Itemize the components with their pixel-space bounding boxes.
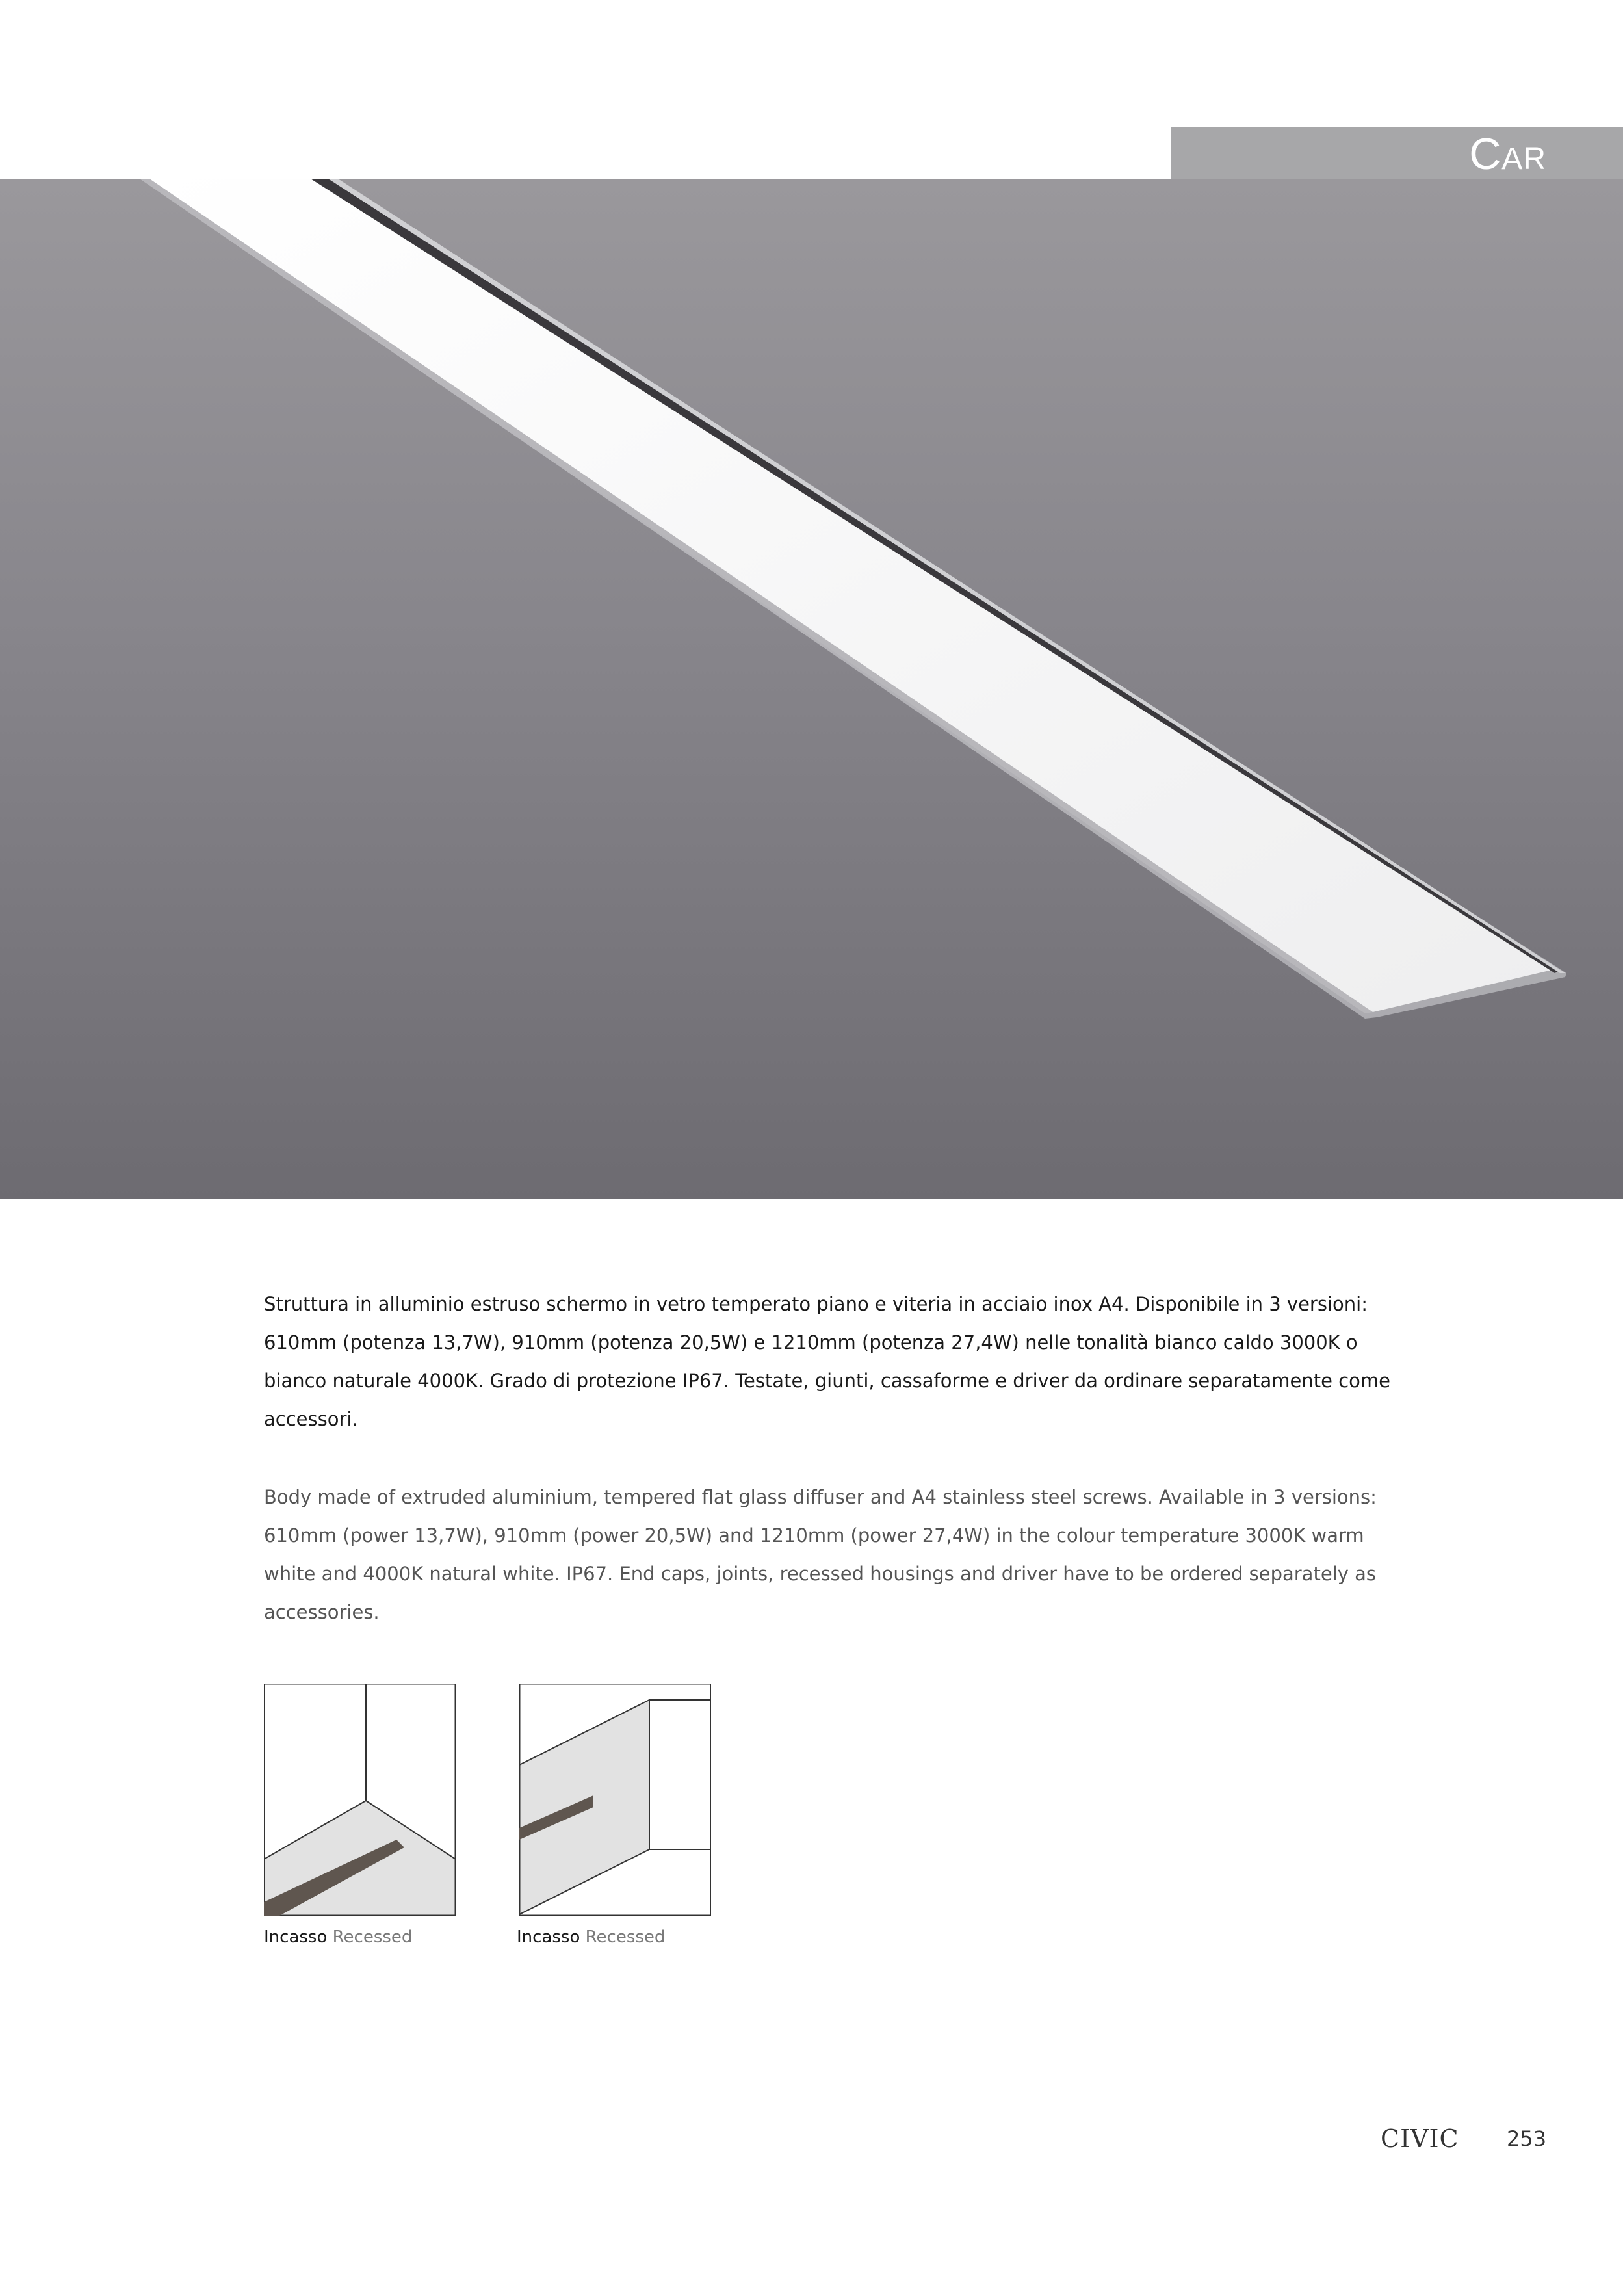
caption-english: Recessed — [332, 1927, 413, 1947]
hero-image — [0, 179, 1623, 1199]
installation-caption — [517, 1924, 665, 1950]
description-italian: Struttura in alluminio estruso schermo in vetro temperato piano e viteria in acciaio inox A4. Disponibile in 3 versioni: 610mm (potenza 13,7W), 910mm (potenza 20,5W) e 1210mm (potenza 27,4W) nelle tonalità bianco caldo 3000K o bianco naturale 4000K. Grado di protezione IP67. Testate, giunti, cassaforme e driver da ordinare separatamente come accessori. — [264, 1293, 1390, 1430]
linear-recessed-light-icon — [0, 179, 1623, 1199]
title-bar — [1171, 127, 1623, 179]
page-title: Car — [1469, 129, 1546, 179]
brand-logo: CIVIC — [1381, 2124, 1459, 2153]
description-english: Body made of extruded aluminium, tempered flat glass diffuser and A4 stainless steel screws. Available in 3 versions: 610mm (power 13,7W), 910mm (power 20,5W) and 1210mm (power 27,4W) in the colour temperature 3000K warm white and 4000K natural white. IP67. End caps, joints, recessed housings and driver have to be ordered separately as accessories. — [264, 1486, 1377, 1623]
caption-italian: Incasso — [517, 1927, 580, 1947]
floor-recessed-icon — [264, 1684, 456, 1916]
installation-caption — [264, 1924, 412, 1950]
caption-italian: Incasso — [264, 1927, 328, 1947]
caption-english: Recessed — [585, 1927, 666, 1947]
page-number: 253 — [1507, 2126, 1547, 2151]
wall-recessed-icon — [519, 1684, 711, 1916]
